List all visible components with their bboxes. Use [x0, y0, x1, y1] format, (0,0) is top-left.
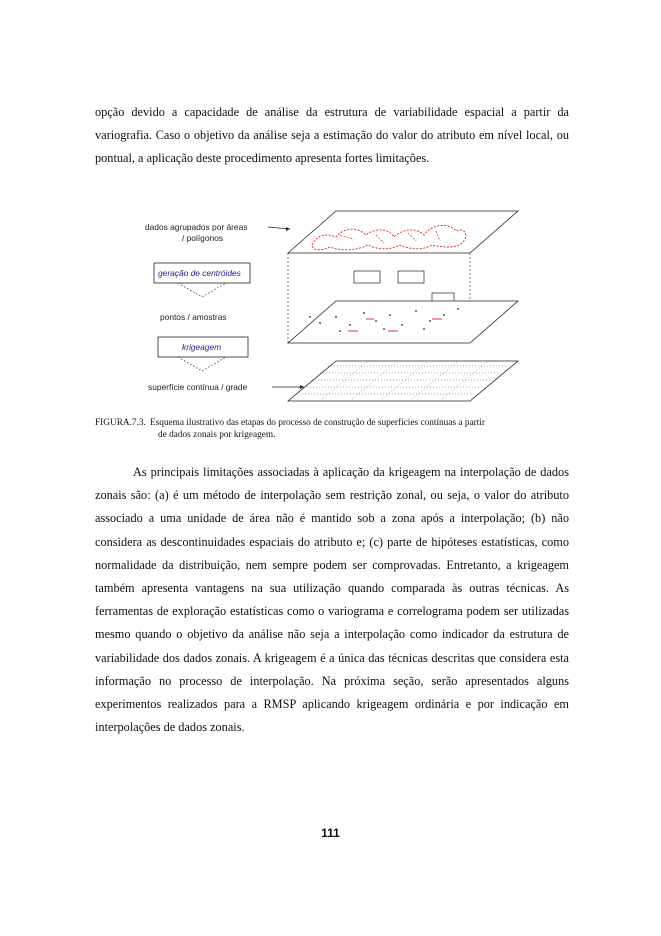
figure-small-box-2	[398, 271, 424, 283]
figure-box-centroides-label: geração de centróides	[158, 268, 241, 278]
figure-arrow-down-1	[178, 283, 226, 297]
figure-small-box-1	[354, 271, 380, 283]
figure-caption	[95, 417, 569, 441]
figure-krigeagem-diagram	[140, 205, 580, 410]
figure-label-bottom: superfície contínua / grade	[148, 382, 248, 392]
figure-label-mid: pontos / amostras	[160, 312, 227, 322]
paragraph-limitations: As principais limitações associadas à aplicação da krigeagem na interpolação de dados zonais são: (a) é um método de interpolação sem restrição zonal, ou seja, o valor do atributo associado a uma unidade de área não é mantido sob a zona após a interpolação; (b) não considera as descontinuidades espaciais do atributo e; (c) parte de hipóteses estatísticas, como normalidade da distribuição, nem sempre podem ser comprovadas. Entretanto, a krigeagem também apresenta vantagens na sua utilização quando comparada às outras técnicas. As ferramentas de exploração estatísticas como o variograma e correlograma podem ser utilizadas mesmo quando o objetivo da análise não seja a interpolação como indicador da estrutura de variabilidade dos dados zonais. A krigeagem é a única das técnicas descritas que considera esta informação no processo de interpolação. Na próxima seção, serão apresentados alguns experimentos realizados para a RMSP aplicando krigeagem ordinária e por indicação em interpolações de dados zonais.	[95, 465, 569, 735]
figure-label-top-line1: dados agrupados por áreas	[145, 222, 248, 232]
figure-arrowhead-top	[286, 227, 290, 231]
caption-line-1: Esquema ilustrativo das etapas do processo de construção de superfícies contínuas a partir	[149, 418, 485, 428]
figure-arrow-down-2	[178, 357, 226, 371]
figure-label-top-line2: / polígonos	[182, 233, 223, 243]
figure-box-krigeagem-label: krigeagem	[182, 342, 222, 352]
caption-line-2: de dados zonais por krigeagem.	[158, 430, 276, 440]
page-number: 111	[321, 826, 340, 840]
caption-label: FIGURA.7.3.	[95, 418, 146, 428]
figure-plane-grid	[288, 361, 518, 401]
paragraph-intro: opção devido a capacidade de análise da estrutura de variabilidade espacial a partir da variografia. Caso o objetivo da análise seja a estimação do valor do atributo em nível local, ou pontual, a aplicação deste procedimento apresenta fortes limitações.	[95, 105, 569, 166]
figure-plane-points	[288, 301, 518, 343]
